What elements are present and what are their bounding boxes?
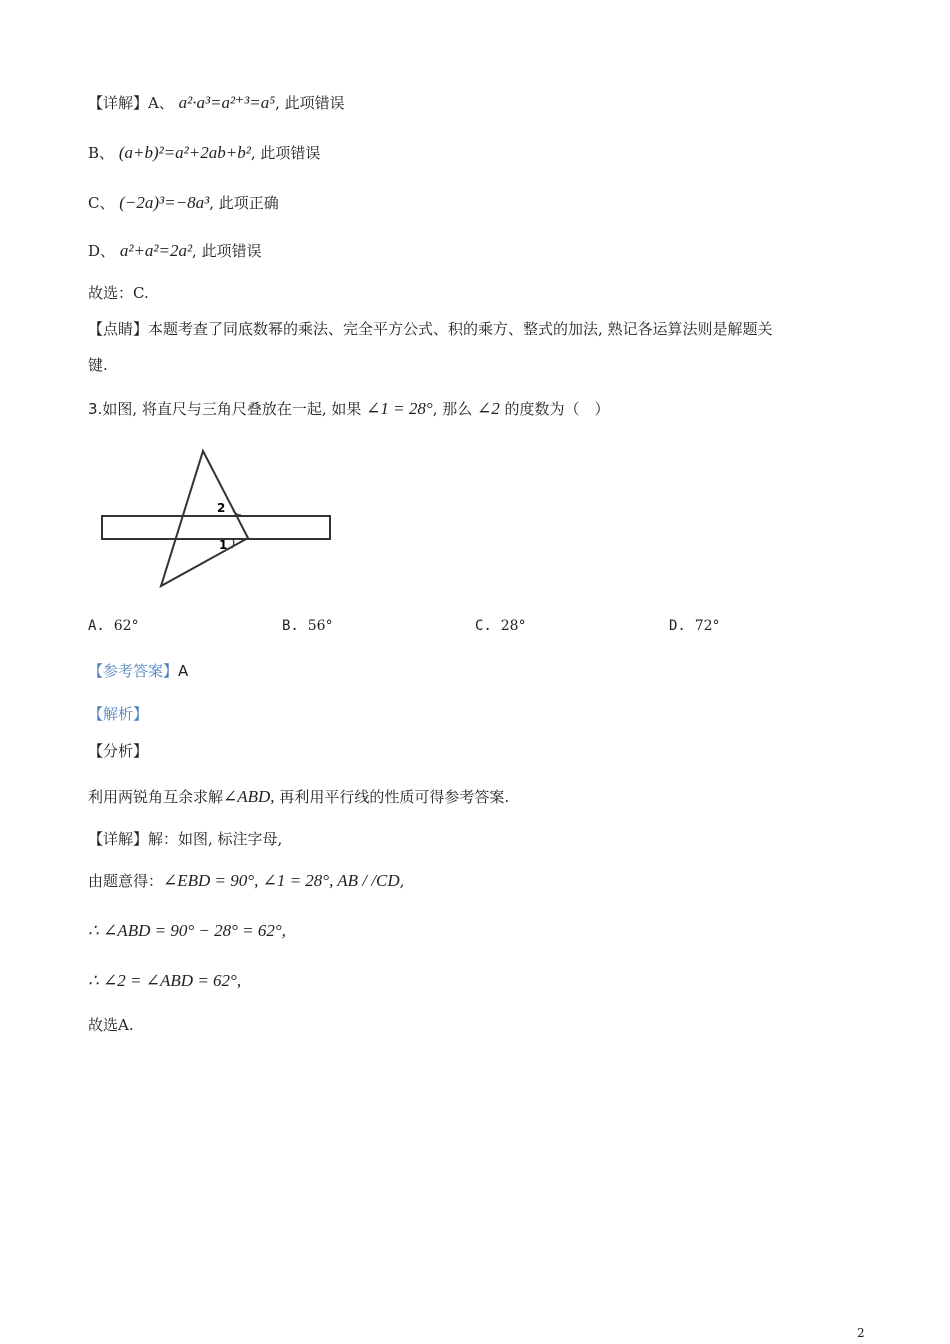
set-square: [161, 451, 248, 586]
step2: ∴ ∠2 = ∠ABD = 62°,: [88, 971, 242, 990]
verdict-a: , 此项错误: [275, 94, 345, 112]
verdict-d: , 此项错误: [192, 242, 262, 260]
question-number: 3.: [88, 400, 103, 418]
answer-label: 【参考答案】: [88, 662, 179, 680]
question-condition: ∠1 = 28°: [366, 399, 433, 418]
option-c-value: 28°: [500, 618, 526, 634]
detail2-text: 解：如图, 标注字母,: [148, 830, 283, 848]
question-3: [88, 398, 610, 420]
comment-line2: 键.: [88, 356, 108, 374]
option-b-label: B.: [282, 618, 299, 634]
given-line: [88, 870, 404, 892]
option-c-tag: C、: [88, 194, 115, 212]
option-c-label: C.: [475, 618, 492, 634]
page-number: 2: [857, 1326, 865, 1340]
fenxi-text-post: 再利用平行线的性质可得参考答案.: [279, 788, 510, 806]
option-d: [669, 618, 720, 634]
given-post: ,: [399, 872, 405, 890]
step1: ∴ ∠ABD = 90° − 28° = 62°,: [88, 921, 286, 940]
option-d-value: 72°: [694, 618, 720, 634]
verdict-b: , 此项错误: [250, 144, 321, 162]
given-math: ∠EBD = 90°, ∠1 = 28°, AB / /CD: [163, 871, 400, 890]
ruler-triangle-figure: [95, 445, 345, 595]
angle-1-label: 1: [219, 538, 228, 552]
option-a: [88, 618, 139, 634]
answer-value: A: [178, 662, 189, 680]
fenxi-header: 【分析】: [88, 742, 149, 760]
question-text-mid: , 那么: [432, 400, 473, 418]
formula-d: a²+a²=2a²: [119, 241, 193, 260]
angle-2-label: 2: [217, 501, 226, 515]
option-d-tag: D、: [88, 242, 116, 260]
detail2-line: [88, 828, 282, 850]
ruler: [102, 516, 330, 539]
detail-label: 【详解】: [88, 94, 149, 112]
option-a-label: A.: [88, 618, 105, 634]
formula-b: (a+b)²=a²+2ab+b²: [118, 143, 251, 162]
comment-text: 本题考查了同底数幂的乘法、完全平方公式、积的乘方、整式的加法, 熟记各运算法则是解题关: [148, 320, 773, 338]
option-d-label: D.: [669, 618, 686, 634]
choose-c: 故选：C.: [88, 284, 149, 302]
comment-label: 【点睛】: [88, 320, 149, 338]
choose-a: 故选A.: [88, 1016, 134, 1034]
detail-a-line: [88, 92, 345, 114]
option-b: [282, 618, 333, 634]
detail-c-line: [88, 192, 279, 214]
option-a-tag: A、: [148, 94, 174, 112]
fenxi-math: ∠ABD,: [223, 787, 275, 806]
formula-c: (−2a)³=−8a³: [119, 193, 210, 212]
detail-b-line: [88, 142, 320, 164]
detail-d-line: [88, 240, 262, 262]
option-c: [475, 618, 526, 634]
comment-line1: [88, 318, 773, 340]
option-b-value: 56°: [307, 618, 333, 634]
option-a-value: 62°: [113, 618, 139, 634]
option-b-tag: B、: [88, 144, 115, 162]
analysis-header: 【解析】: [88, 705, 149, 723]
fenxi-text-pre: 利用两锐角互余求解: [88, 788, 224, 806]
given-pre: 由题意得：: [88, 872, 164, 890]
fenxi-text: [88, 786, 509, 808]
detail2-label: 【详解】: [88, 830, 149, 848]
question-text-pre: 如图, 将直尺与三角尺叠放在一起, 如果: [102, 400, 362, 418]
formula-a: a²·a³=a²⁺³=a⁵: [178, 93, 276, 112]
verdict-c: , 此项正确: [209, 194, 279, 212]
answer-line: [88, 660, 188, 682]
question-text-post: 的度数为（ ）: [504, 400, 610, 418]
question-target: ∠2: [477, 399, 500, 418]
